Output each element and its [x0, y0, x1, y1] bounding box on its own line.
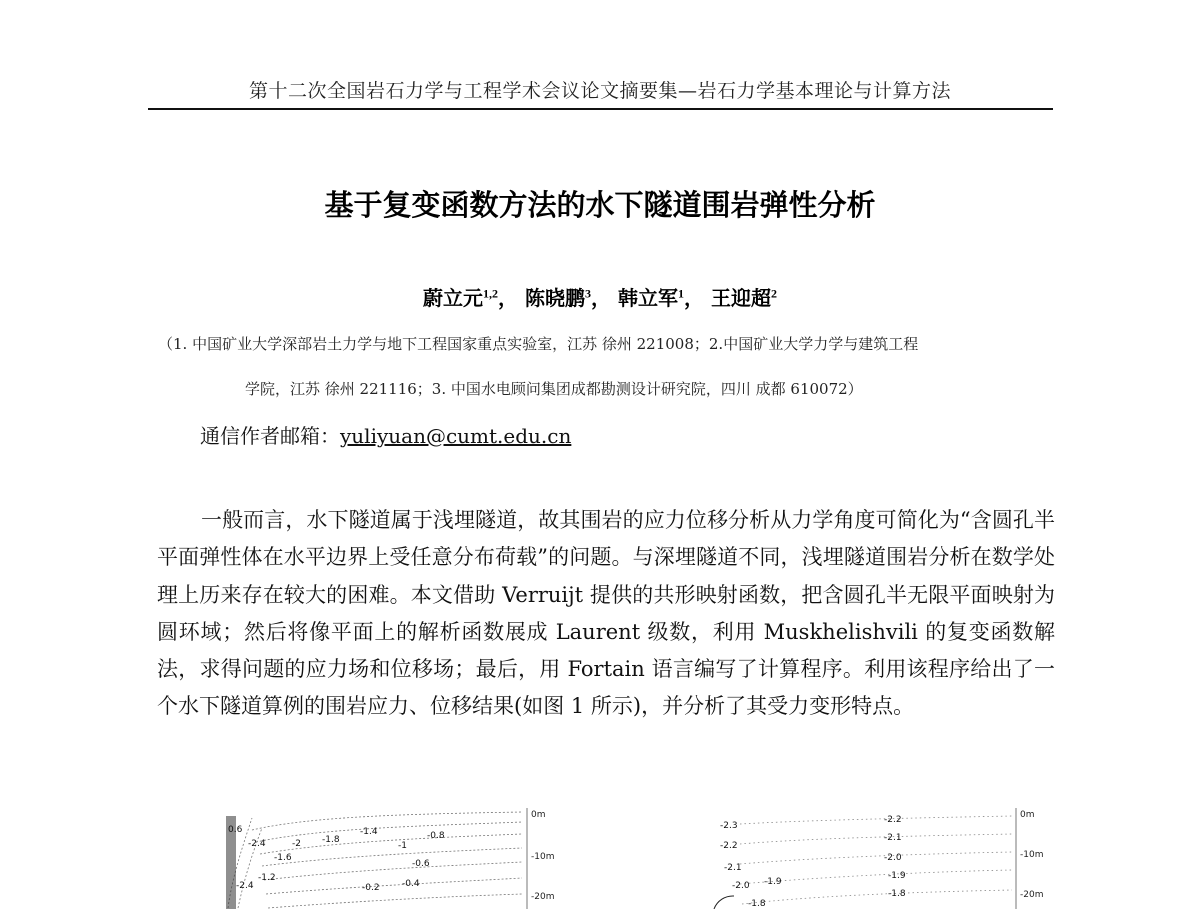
email-link[interactable]: yuliyuan@cumt.edu.cn — [340, 424, 572, 448]
contour-label: -2.2 — [884, 815, 902, 825]
contour-label: -0.8 — [427, 831, 445, 841]
depth-label: -20m — [531, 892, 555, 902]
contour-line — [742, 890, 1012, 904]
author-affil-mark: 1 — [677, 286, 684, 301]
depth-label: 0m — [1020, 810, 1035, 820]
contour-label: -0.4 — [402, 879, 420, 889]
contour-label: -1.9 — [764, 877, 782, 887]
contour-label: -1.4 — [360, 827, 378, 837]
contour-line — [740, 834, 1012, 844]
tunnel-boundary-arc — [714, 896, 734, 909]
contour-label: -2.4 — [248, 839, 266, 849]
email-label: 通信作者邮箱： — [200, 424, 340, 448]
depth-label: -10m — [531, 852, 555, 862]
figure-left-contour — [222, 808, 562, 909]
contour-line — [266, 878, 522, 894]
abstract-paragraph: 一般而言，水下隧道属于浅埋隧道，故其围岩的应力位移分析从力学角度可简化为“含圆孔半平面弹性体在水平边界上受任意分布荷载”的问题。与深埋隧道不同，浅埋隧道围岩分析在数学处理上历来存在较大的困难。本文借助 Verruijt 提供的共形映射函数，把含圆孔半无限平面映射为圆环域；然后将像平面上的解析函数展成 Laurent 级数，利用 Muskhelishvili 的复变函数解法，求得问题的应力场和位移场；最后，用 Fortain 语言编写了计算程序。利用该程序给出了一个水下隧道算例的围岩应力、位移结果(如图 1 所示)，并分析了其受力变形特点。 — [157, 508, 1055, 719]
contour-label: -1.8 — [748, 899, 766, 909]
author-separator: ， — [683, 286, 704, 310]
contour-label: -1.6 — [274, 853, 292, 863]
header-rule — [148, 108, 1053, 110]
contour-line — [740, 852, 1012, 864]
paper-title: 基于复变函数方法的水下隧道围岩弹性分析 — [324, 188, 876, 222]
contour-label: -2.2 — [720, 841, 738, 851]
author-name: 蔚立元 — [423, 286, 484, 310]
figure-right-contour — [712, 808, 1057, 909]
contour-label: -1.9 — [888, 871, 906, 881]
depth-label: -10m — [1020, 850, 1044, 860]
contour-label: -2.4 — [236, 881, 254, 891]
contour-label: -1 — [398, 841, 407, 851]
affiliation-line-2: 学院，江苏 徐州 221116；3. 中国水电顾问集团成都勘测设计研究院，四川 成都 610072） — [245, 380, 863, 398]
author-separator: ， — [591, 286, 612, 310]
contour-plot-left — [222, 808, 562, 909]
contour-label: -2.0 — [732, 881, 750, 891]
contour-label: -0.6 — [412, 859, 430, 869]
contour-label: -2.1 — [884, 833, 902, 843]
contour-label: -2.0 — [884, 853, 902, 863]
email-line — [200, 420, 571, 449]
author-name: 韩立军 — [617, 286, 678, 310]
author-line — [150, 282, 1050, 311]
depth-label: -20m — [1020, 890, 1044, 900]
author-name: 王迎超 — [710, 286, 771, 310]
contour-line — [262, 848, 522, 866]
contour-label: -1.2 — [258, 873, 276, 883]
author-separator: ， — [498, 286, 519, 310]
contour-label: -0.2 — [362, 883, 380, 893]
contour-label: -1.8 — [322, 835, 340, 845]
contour-label: -2 — [292, 839, 301, 849]
depth-label: 0m — [531, 810, 546, 820]
contour-label: -1.8 — [888, 889, 906, 899]
author-affil-mark: 3 — [585, 286, 592, 301]
contour-label: -2.3 — [720, 821, 738, 831]
contour-label: 0.6 — [228, 825, 243, 835]
author-name: 陈晓鹏 — [525, 286, 586, 310]
author-affil-mark: 1,2 — [483, 286, 499, 301]
contour-label: -2.1 — [724, 863, 742, 873]
contour-line — [268, 894, 522, 908]
affiliation-line-1: （1. 中国矿业大学深部岩土力学与地下工程国家重点实验室，江苏 徐州 221008；2.中国矿业大学力学与建筑工程 — [158, 335, 919, 353]
contour-plot-right — [712, 808, 1057, 909]
author-affil-mark: 2 — [770, 286, 777, 301]
abstract-body — [157, 502, 1055, 726]
contour-line — [740, 816, 1012, 824]
contour-line — [264, 862, 522, 880]
running-header: 第十二次全国岩石力学与工程学术会议论文摘要集—岩石力学基本理论与计算方法 — [248, 80, 951, 102]
